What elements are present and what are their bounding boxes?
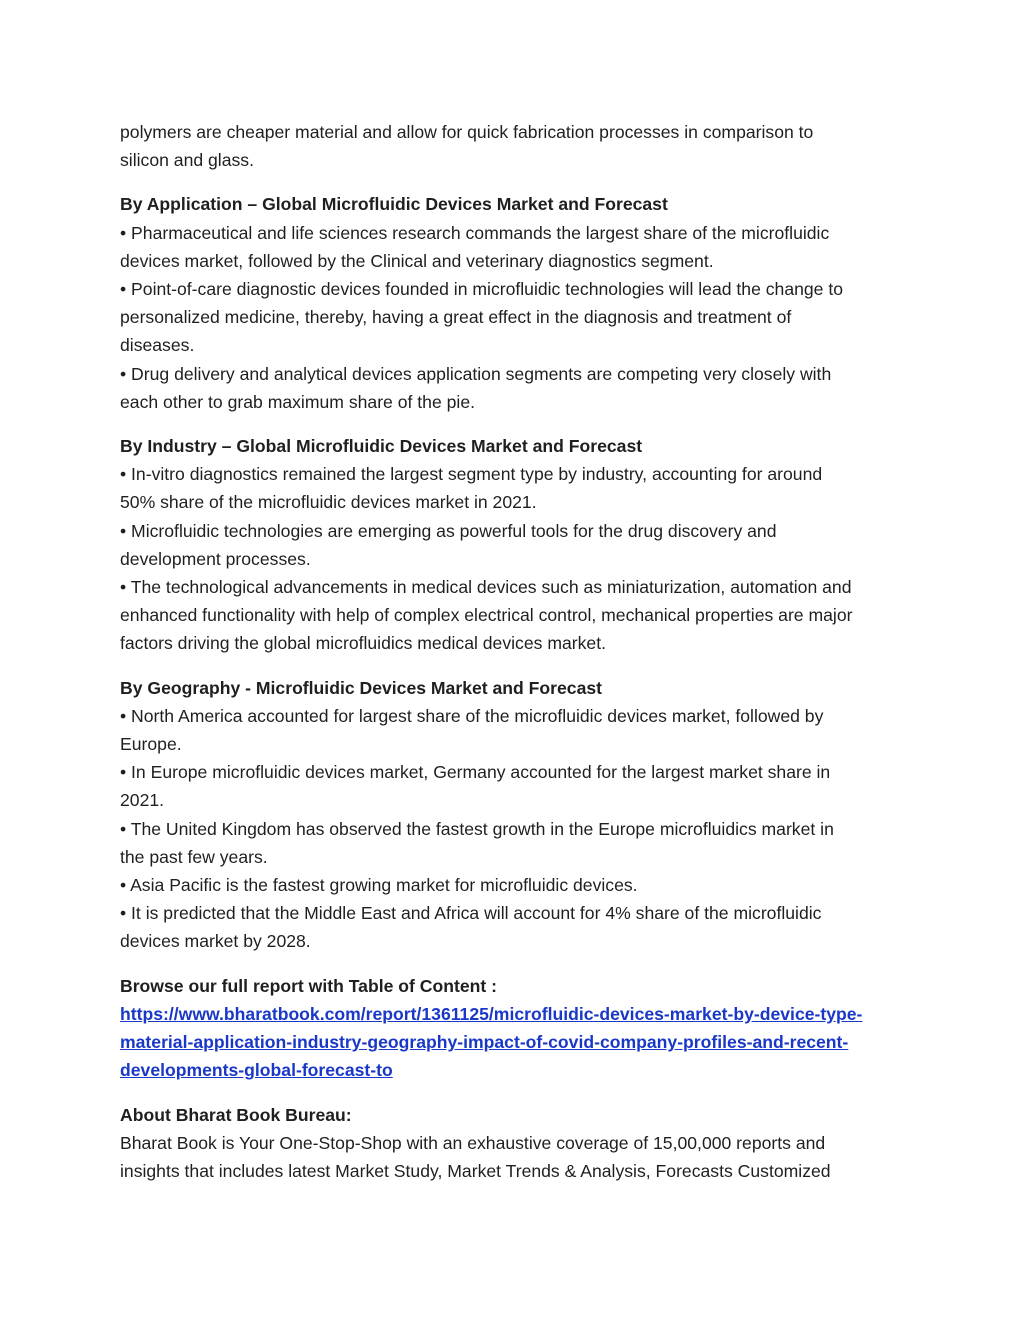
application-line: devices market, followed by the Clinical and veterinary diagnostics segment. [120, 250, 714, 271]
application-heading: By Application – Global Microfluidic Devices Market and Forecast [120, 194, 668, 215]
industry-section [120, 432, 910, 658]
intro-line: silicon and glass. [120, 150, 254, 171]
geography-line: the past few years. [120, 846, 268, 867]
geography-line: • Asia Pacific is the fastest growing market for microfluidic devices. [120, 875, 638, 896]
geography-line: Europe. [120, 734, 182, 755]
industry-heading: By Industry – Global Microfluidic Devices Market and Forecast [120, 436, 643, 457]
intro-paragraph [120, 118, 910, 174]
application-section [120, 190, 910, 416]
document-body [120, 118, 910, 1201]
about-line: Bharat Book is Your One-Stop-Shop with an exhaustive coverage of 15,00,000 reports and [120, 1132, 826, 1153]
report-link-line[interactable]: https://www.bharatbook.com/report/1361125/microfluidic-devices-market-by-device-type- [120, 1003, 863, 1024]
application-line: each other to grab maximum share of the pie. [120, 391, 475, 412]
application-line: • Drug delivery and analytical devices application segments are competing very closely with [120, 363, 832, 384]
industry-line: factors driving the global microfluidics medical devices market. [120, 633, 606, 654]
geography-line: • The United Kingdom has observed the fastest growth in the Europe microfluidics market in [120, 818, 834, 839]
application-line: • Pharmaceutical and life sciences research commands the largest share of the microfluidic [120, 222, 830, 243]
about-section [120, 1101, 910, 1186]
geography-line: 2021. [120, 790, 165, 811]
application-line: diseases. [120, 335, 195, 356]
geography-line: • It is predicted that the Middle East and Africa will account for 4% share of the microfluidic [120, 903, 822, 924]
report-link-line[interactable]: developments-global-forecast-to [120, 1060, 393, 1081]
industry-line: enhanced functionality with help of complex electrical control, mechanical properties are major [120, 605, 853, 626]
application-line: personalized medicine, thereby, having a great effect in the diagnosis and treatment of [120, 307, 792, 328]
industry-line: • The technological advancements in medical devices such as miniaturization, automation and [120, 577, 852, 598]
industry-line: • Microfluidic technologies are emerging as powerful tools for the drug discovery and [120, 520, 777, 541]
geography-line: • North America accounted for largest share of the microfluidic devices market, followed by [120, 705, 824, 726]
about-line: insights that includes latest Market Study, Market Trends & Analysis, Forecasts Customized [120, 1160, 831, 1181]
industry-line: development processes. [120, 548, 311, 569]
intro-line: polymers are cheaper material and allow for quick fabrication processes in comparison to [120, 122, 814, 142]
industry-line: 50% share of the microfluidic devices market in 2021. [120, 492, 537, 513]
industry-line: • In-vitro diagnostics remained the largest segment type by industry, accounting for around [120, 464, 823, 485]
report-link[interactable] [120, 1000, 910, 1085]
geography-line: • In Europe microfluidic devices market, Germany accounted for the largest market share in [120, 762, 831, 783]
report-link-line[interactable]: material-application-industry-geography-impact-of-covid-company-profiles-and-recent- [120, 1032, 849, 1053]
browse-heading: Browse our full report with Table of Content : [120, 975, 497, 996]
geography-heading: By Geography - Microfluidic Devices Market and Forecast [120, 677, 603, 698]
geography-section [120, 674, 910, 956]
application-line: • Point-of-care diagnostic devices founded in microfluidic technologies will lead the change to [120, 279, 844, 300]
geography-line: devices market by 2028. [120, 931, 311, 952]
about-heading: About Bharat Book Bureau: [120, 1104, 352, 1125]
browse-section [120, 972, 910, 1085]
